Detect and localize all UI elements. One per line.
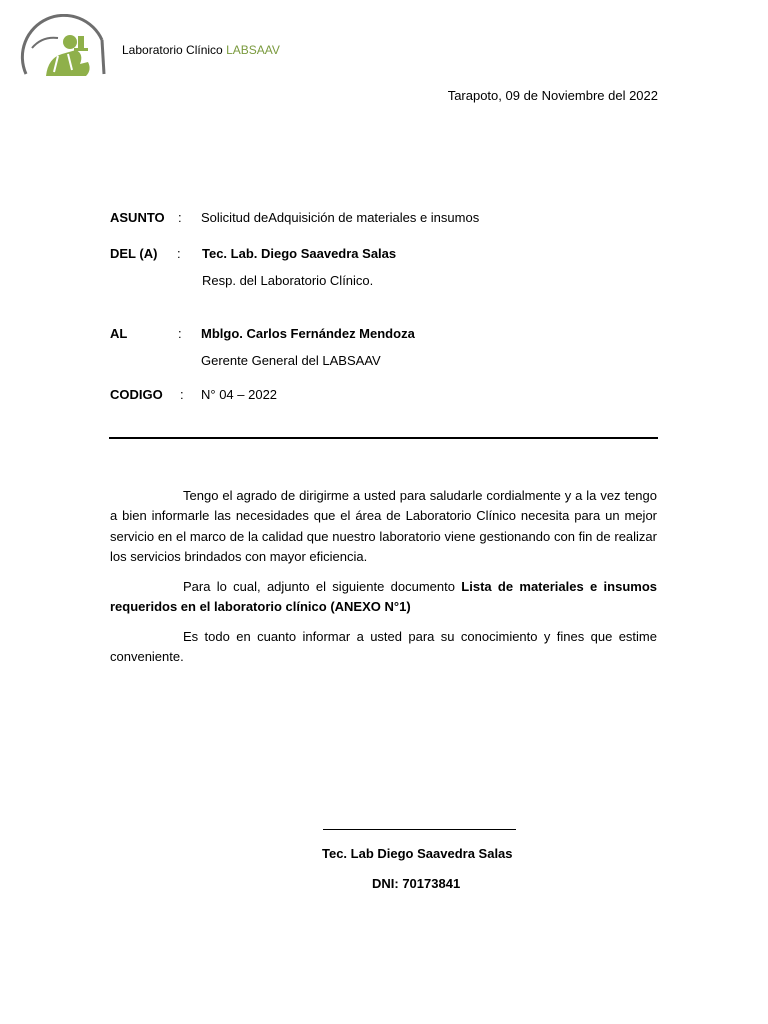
body-paragraph-3 [110,627,657,668]
asunto-value: Solicitud deAdquisición de materiales e insumos [201,210,480,225]
al-name: Mblgo. Carlos Fernández Mendoza [201,326,415,341]
codigo-value: N° 04 – 2022 [201,387,278,402]
del-role: Resp. del Laboratorio Clínico. [202,273,374,288]
al-colon: : [178,326,182,341]
header-divider [109,437,658,439]
del-colon: : [177,246,181,261]
annex-reference: Lista de materiales e insumos requeridos en el laboratorio clínico (ANEXO N°1) [110,579,658,615]
brand-title [122,43,280,57]
codigo-colon: : [180,387,184,402]
lab-logo [18,14,106,80]
paragraph-1-text: Tengo el agrado de dirigirme a usted para saludarle cordialmente y a la vez tengo a bien informarle las necesidades que el área de Laboratorio Clínico necesita para un mejor servicio en el marco de la calidad que nuestro laboratorio viene gestionando con fin de realizar los servicios brindados con mayor eficiencia. [110,488,657,565]
asunto-colon: : [178,210,182,225]
al-role: Gerente General del LABSAAV [201,353,381,368]
paragraph-2-text: Para lo cual, adjunto el siguiente documento [183,579,462,594]
document-date: Tarapoto, 09 de Noviembre del 2022 [447,88,658,103]
brand-prefix: Laboratorio Clínico [122,43,227,57]
paragraph-3-text: Es todo en cuanto informar a usted para su conocimiento y fines que estime conveniente. [110,629,657,665]
body-paragraph-2 [110,577,657,618]
del-name: Tec. Lab. Diego Saavedra Salas [202,246,397,261]
asunto-label: ASUNTO [110,210,165,225]
signature-name: Tec. Lab Diego Saavedra Salas [322,846,513,861]
signature-line [323,829,516,830]
brand-name: LABSAAV [226,43,280,57]
al-label: AL [110,326,128,341]
signature-dni: DNI: 70173841 [372,876,461,891]
del-label: DEL (A) [110,246,158,261]
body-paragraph-1 [110,486,657,568]
codigo-label: CODIGO [110,387,163,402]
